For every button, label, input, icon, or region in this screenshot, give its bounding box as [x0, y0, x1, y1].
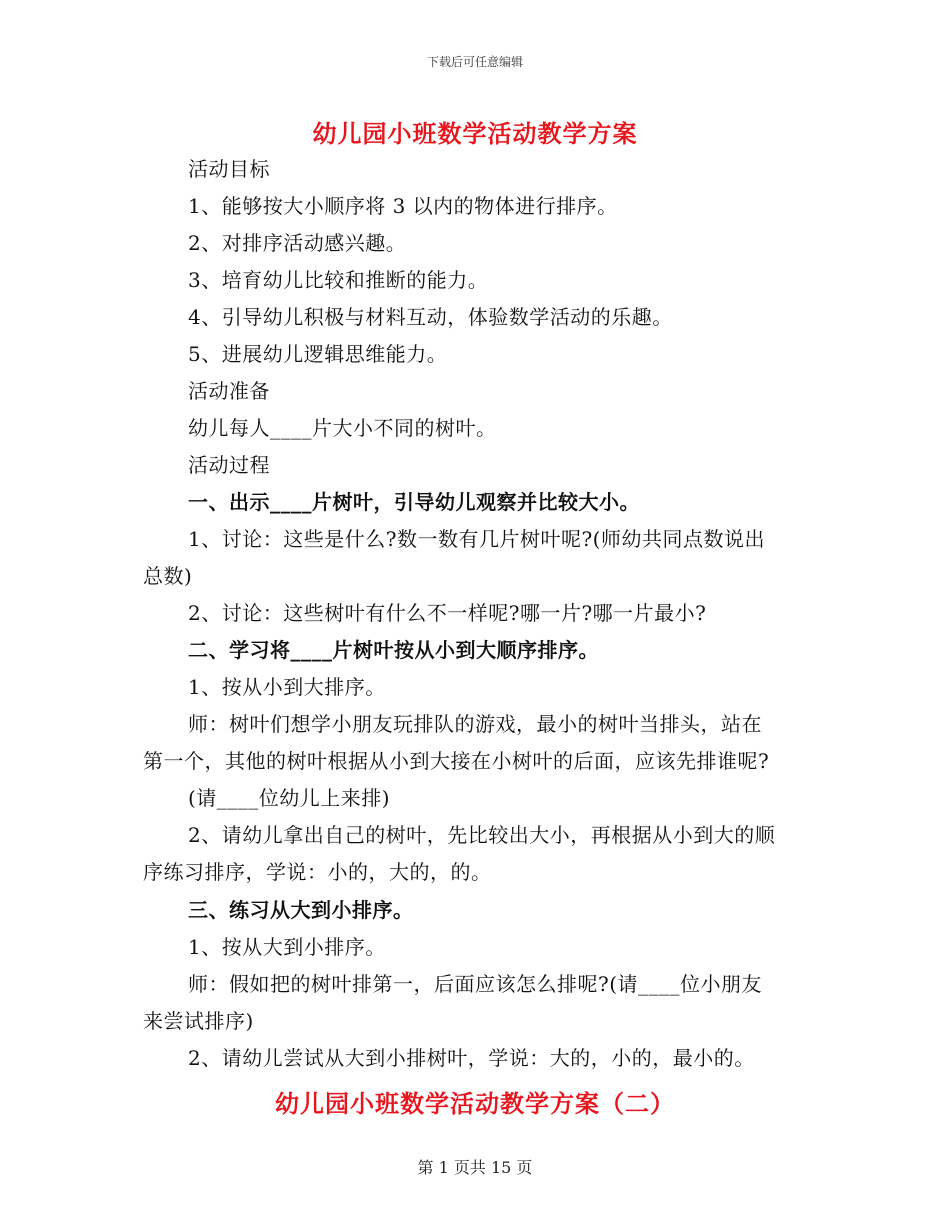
paragraph-line: 2、请幼儿拿出自己的树叶，先比较出大小，再根据从小到大的顺 — [188, 823, 776, 847]
paragraph-line: 来尝试排序) — [143, 1009, 254, 1033]
objective-item: 3、培育幼儿比较和推断的能力。 — [188, 268, 489, 292]
second-document-title: 幼儿园小班数学活动教学方案（二） — [275, 1089, 675, 1118]
objective-item: 2、对排序活动感兴趣。 — [188, 231, 407, 255]
paragraph-line: 1、按从小到大排序。 — [188, 675, 386, 699]
step-heading-3: 三、练习从大到小排序。 — [188, 898, 414, 922]
paragraph-line: 师：假如把的树叶排第一，后面应该怎么排呢?(请____位小朋友 — [188, 972, 763, 996]
step-heading-1: 一、出示____片树叶，引导幼儿观察并比较大小。 — [188, 490, 640, 514]
paragraph-line: 2、讨论：这些树叶有什么不一样呢?哪一片?哪一片最小? — [188, 601, 707, 625]
objective-item: 4、引导幼儿积极与材料互动，体验数学活动的乐趣。 — [188, 305, 673, 329]
paragraph-line: 序练习排序，学说：小的，大的，的。 — [143, 860, 492, 884]
paragraph-line: 2、请幼儿尝试从大到小排树叶，学说：大的，小的，最小的。 — [188, 1046, 755, 1070]
paragraph-line: 第一个，其他的树叶根据从小到大接在小树叶的后面，应该先排谁呢? — [143, 749, 770, 773]
paragraph-line: 1、按从大到小排序。 — [188, 935, 386, 959]
paragraph-line: 1、讨论：这些是什么?数一数有几片树叶呢?(师幼共同点数说出 — [188, 527, 765, 551]
preparation-text: 幼儿每人____片大小不同的树叶。 — [188, 416, 497, 440]
objective-item: 1、能够按大小顺序将 3 以内的物体进行排序。 — [188, 194, 618, 218]
paragraph-line: 总数) — [143, 564, 193, 588]
section-heading-objectives: 活动目标 — [188, 157, 270, 181]
section-heading-preparation: 活动准备 — [188, 379, 270, 403]
step-heading-2: 二、学习将____片树叶按从小到大顺序排序。 — [188, 638, 599, 662]
page-number-footer: 第 1 页共 15 页 — [417, 1158, 533, 1177]
objective-item: 5、进展幼儿逻辑思维能力。 — [188, 342, 448, 366]
paragraph-line: 师：树叶们想学小朋友玩排队的游戏，最小的树叶当排头，站在 — [188, 712, 762, 736]
document-title: 幼儿园小班数学活动教学方案 — [312, 119, 638, 148]
paragraph-line: (请____位幼儿上来排) — [188, 786, 391, 810]
page-header-note: 下载后可任意编辑 — [426, 55, 523, 69]
section-heading-process: 活动过程 — [188, 453, 270, 477]
